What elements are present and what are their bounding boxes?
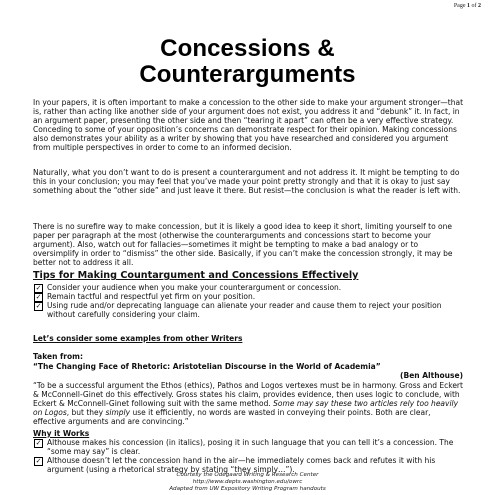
paragraph-1: In your papers, it is often important to make a concession to the other side to make your argument stronger—that is, rather than acting like another side of your argument does not exist, you address it and “debunk” it. In fact, in an argument paper, presenting the other side and then “tearing it apart” can often be a very effective strategy. Conceding to some of your opposition’s concerns can demonstrate respect for their opinion. Making concessions also demonstrates your ability as a writer by showing that you have researched and considered you argument from multiple perspectives in order to come to an informed decision. [33,98,464,152]
paragraph-2: Naturally, what you don’t want to do is present a counterargument and not address it. It might be tempting to do this in your conclusion; you may feel that you’ve made your point pretty strongly and that it is okay to just say something about the “other side” and just leave it there. But resist—the conclusion is what the reader is left with. [33,168,461,195]
tip-item [33,283,463,292]
page-number-current: 1 [467,3,470,9]
quote-text-1: “To be a successful argument the Ethos (ethics), Pathos and Logos vertexes must be in harmony. Gross and Eckert & McConnell-Ginet do this effectively. Gross states his claim, provides evidence, then uses logic to conclude, with Eckert & McConnell-Ginet following suit with the same method. [33,381,463,408]
intro-paragraph [33,98,463,152]
tips-heading: Tips for Making Countargument and Concessions Effectively [33,270,359,281]
tip-text: Remain tactful and respectful yet firm on your position. [47,292,256,301]
paragraph-3: There is no surefire way to make concession, but it is likely a good idea to keep it short, limiting yourself to one paper per paragraph at the most (otherwise the counterarguments and concessions start to become your argument). Also, watch out for fallacies—sometimes it might be tempting to make a bad analogy or to oversimplify in order to “dismiss” the other side. Basically, if you can’t make the concession strongly, it may be better not to address it all. [33,222,453,267]
quote-italic-concession: Some may say these two articles rely too heavily on Logos [33,399,459,417]
why-text: Althouse makes his concession (in italics), posing it in such language that you can tell it’s a concession. The “some may say” is clear. [47,438,454,456]
why-it-works-heading: Why it Works [33,429,90,438]
checkbox-icon: ✓ [35,439,42,447]
page-title-line-1: Concessions & [160,35,335,62]
footer-credit: Courtesy the Odegaard Writing & Research Center [176,472,319,478]
quote-italic-simply: simply [105,408,131,417]
footer [0,472,495,492]
checkbox-icon: ✓ [35,457,42,465]
page-number-prefix: Page [453,3,467,9]
footer-url: http://www.depts.washington.edu/owrc [192,478,303,485]
examples-heading: Let’s consider some examples from other Writers [33,334,243,343]
conclusion-paragraph [33,168,463,195]
page-number-mid: of [470,3,478,9]
why-list [33,438,463,474]
quote-text-3: use it efficiently, no words are wasted in conveying their points. Both are clear, effective arguments and are convincing.” [33,408,431,426]
checkbox-icon: ✓ [35,284,42,292]
example-quote [33,381,463,426]
page-title-line-2: Counterarguments [139,61,356,88]
page-number-total: 2 [478,3,481,9]
tip-item [33,292,463,301]
page-number [454,3,481,9]
source-title: “The Changing Face of Rhetoric: Aristotelian Discourse in the World of Academia” [33,362,381,371]
source-author: (Ben Althouse) [400,371,463,380]
tip-text: Using rude and/or deprecating language can alienate your reader and cause them to reject your position without carefully considering your claim. [47,301,442,319]
footer-adapted: Adapted from UW Expository Writing Program handouts [169,485,326,492]
fallacy-paragraph [33,222,463,267]
checkbox-icon: ✓ [35,293,42,301]
tip-item [33,301,463,319]
tips-list [33,283,463,319]
checkbox-icon: ✓ [35,302,42,310]
why-text: Althouse doesn’t let the concession hand in the air—he immediately comes back and refutes it with his argument (using a rhetorical strategy by stating “they simply…”). [47,456,436,474]
quote-text-2: , but they [66,408,106,417]
why-item [33,438,463,456]
tip-text: Consider your audience when you make your counterargument or concession. [47,283,342,292]
taken-from-label: Taken from: [33,352,83,361]
